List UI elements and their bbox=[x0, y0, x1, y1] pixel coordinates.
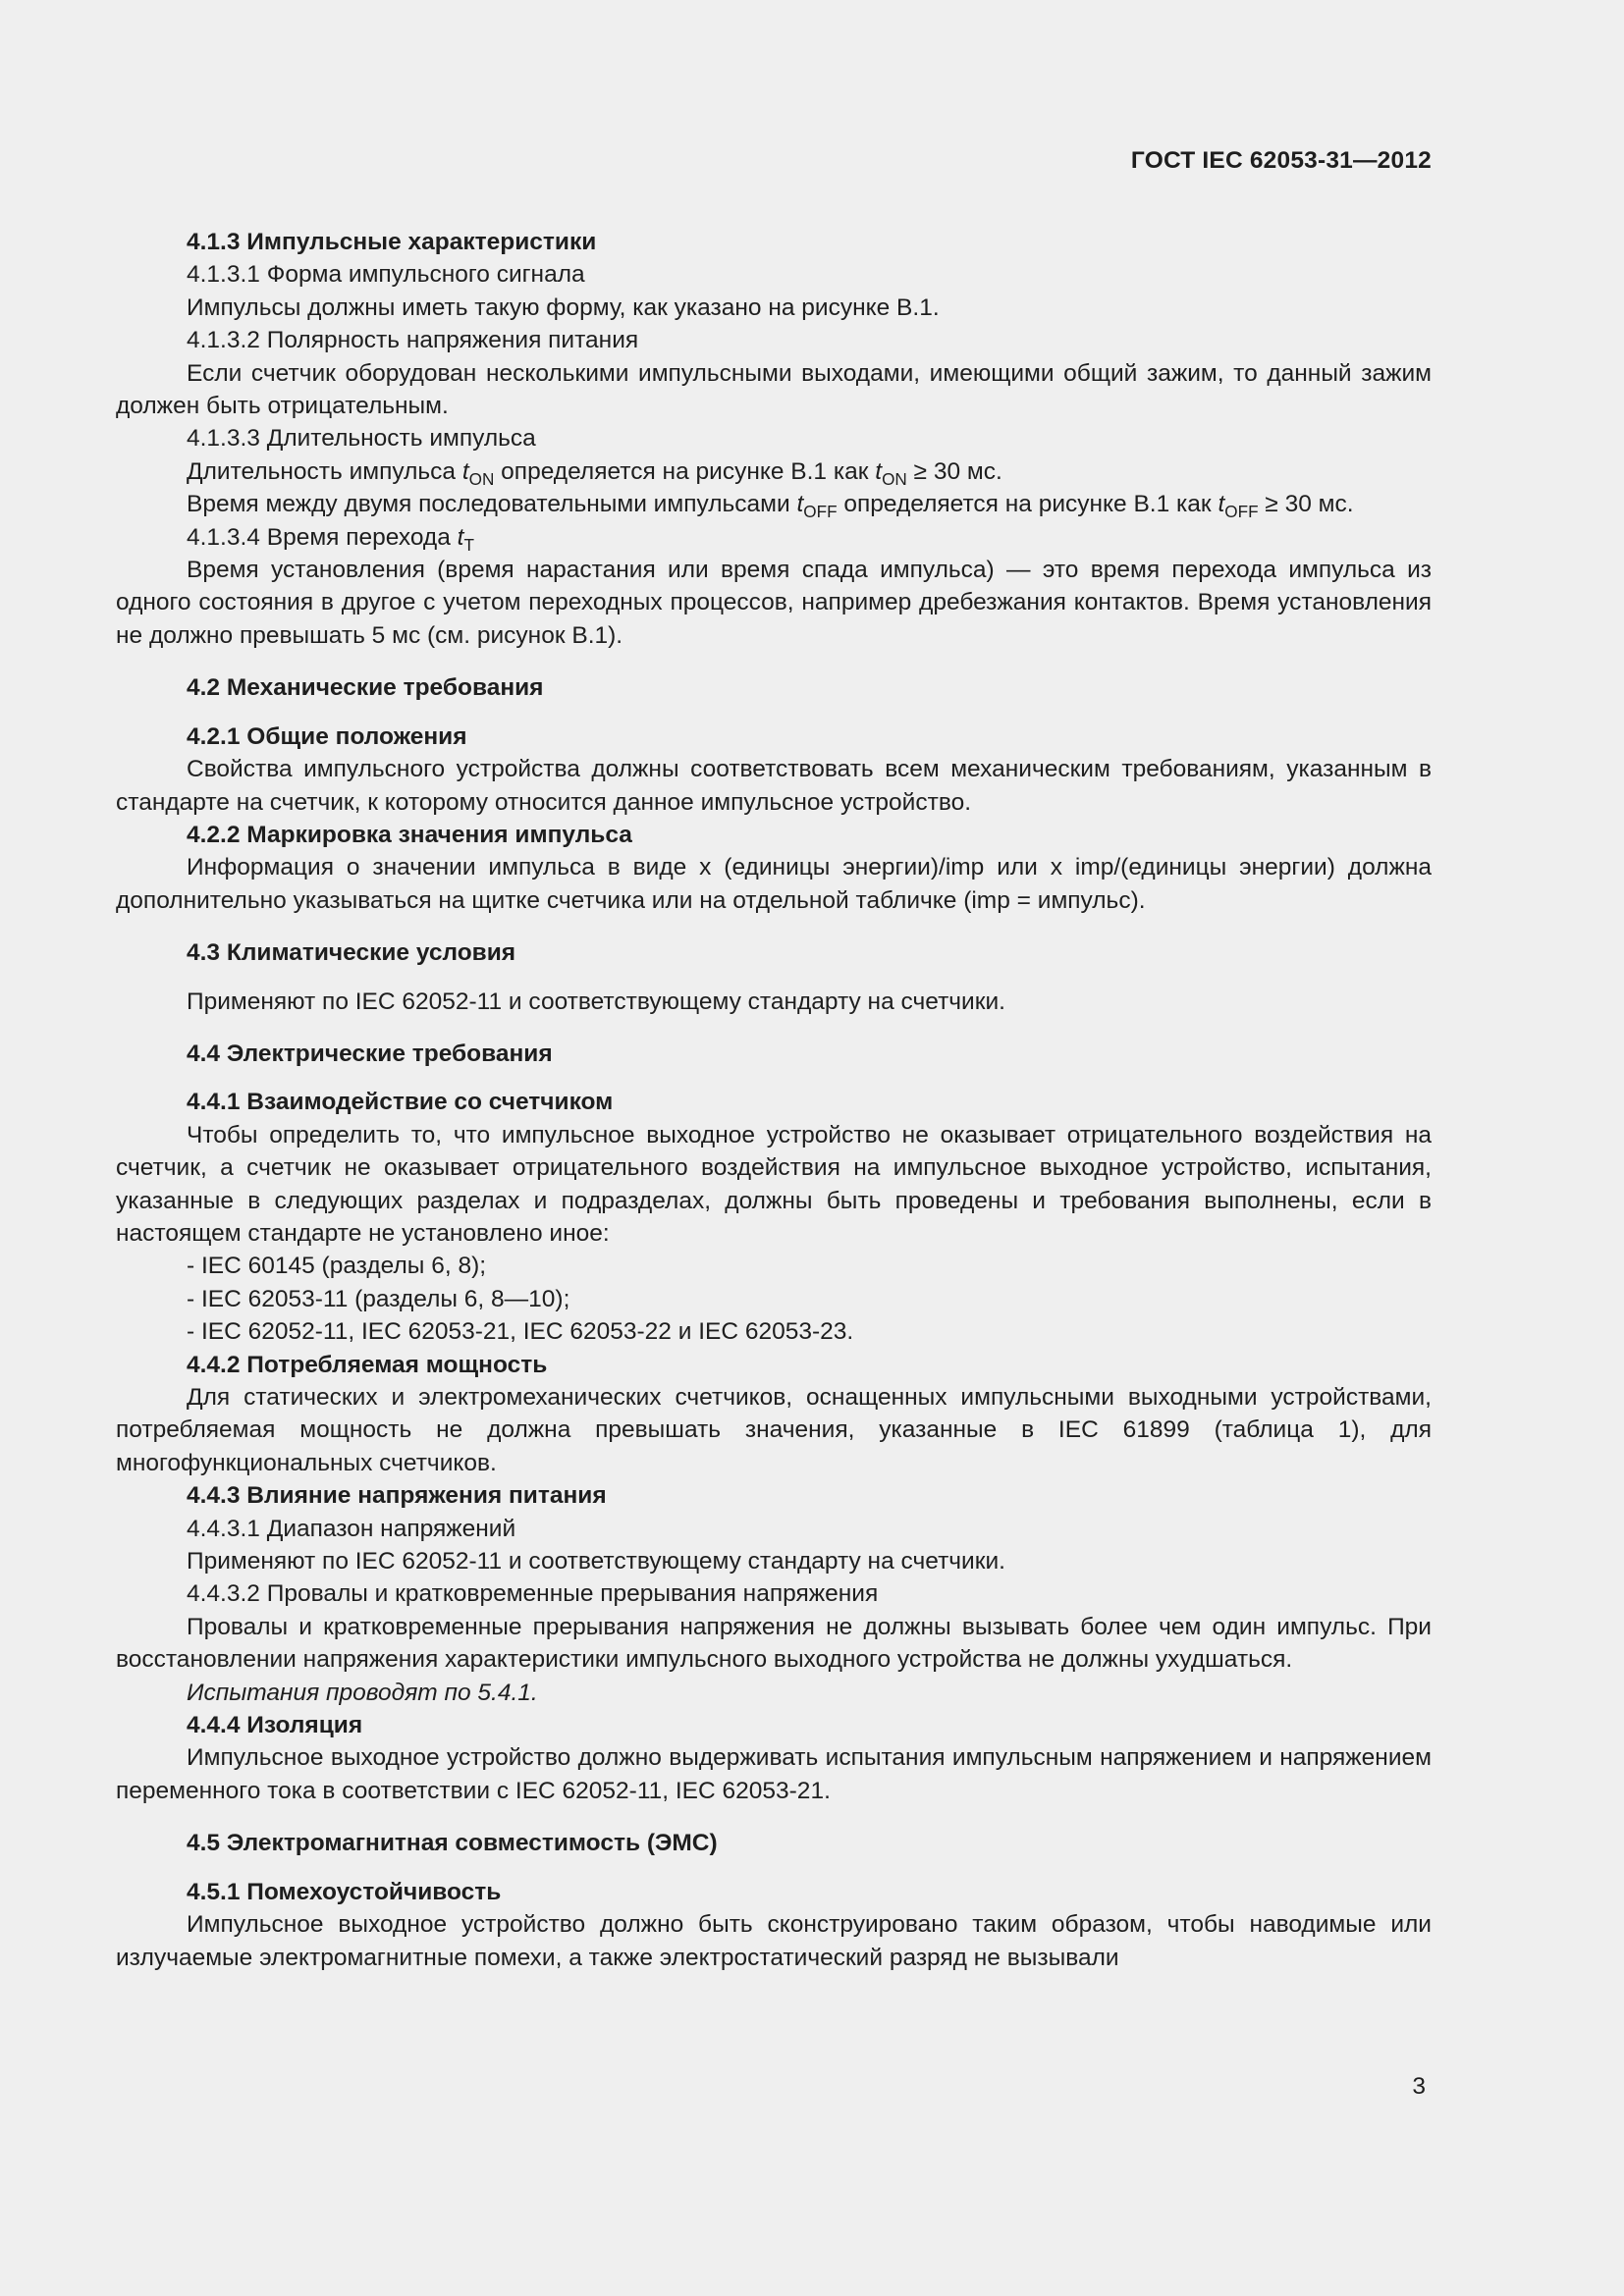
section-4-5-1-text: Импульсное выходное устройство должно быть сконструировано таким образом, чтобы наводимые или излучаемые электромагнитные помехи, а также электростатический разряд не вызывали bbox=[116, 1911, 1432, 1971]
section-4-4-2-title: 4.4.2 Потребляемая мощность bbox=[187, 1351, 548, 1378]
section-4-1-3-1-title: 4.1.3.1 Форма импульсного сигнала bbox=[187, 261, 585, 289]
section-4-3-text: Применяют по IEC 62052-11 и соответствующему стандарту на счетчики. bbox=[187, 988, 1005, 1015]
section-4-4-3-1-title: 4.4.3.1 Диапазон напряжений bbox=[187, 1515, 516, 1542]
section-4-2-1-text: Свойства импульсного устройства должны соответствовать всем механическим требованиям, указанным в стандарте на счетчик, к которому относится данное импульсное устройство. bbox=[116, 756, 1432, 816]
section-4-4-title: 4.4 Электрические требования bbox=[187, 1040, 553, 1067]
section-4-4-4-text: Импульсное выходное устройство должно выдерживать испытания импульсным напряжением и напряжением переменного тока в соответствии с IEC 62052-11, IEC 62053-21. bbox=[116, 1744, 1432, 1804]
list-item: - IEC 62053-11 (разделы 6, 8—10); bbox=[187, 1285, 570, 1312]
section-4-1-3-title: 4.1.3 Импульсные характеристики bbox=[187, 229, 597, 255]
section-4-1-3-1-text: Импульсы должны иметь такую форму, как указано на рисунке В.1. bbox=[187, 294, 940, 321]
document-id-header: ГОСТ IEC 62053-31—2012 bbox=[1130, 147, 1432, 174]
section-4-4-4-title: 4.4.4 Изоляция bbox=[187, 1712, 363, 1739]
section-4-4-3-1-text: Применяют по IEC 62052-11 и соответствующему стандарту на счетчики. bbox=[187, 1548, 1005, 1575]
test-reference-note: Испытания проводят по 5.4.1. bbox=[187, 1679, 538, 1706]
section-4-1-3-4-title: 4.1.3.4 Время перехода $t_T$ bbox=[187, 523, 474, 555]
section-4-4-1-text: Чтобы определить то, что импульсное выходное устройство не оказывает отрицательного воздействия на счетчик, а счетчик не оказывает отрицательного воздействия на импульсное выходное устройство, испытания, указанные в следующих разделах и подразделах, должны быть проведены и требования выполнены, если в настоящем стандарте не установлено иное: bbox=[116, 1121, 1432, 1247]
section-4-4-3-2-title: 4.4.3.2 Провалы и кратковременные прерывания напряжения bbox=[187, 1580, 879, 1608]
section-4-5-title: 4.5 Электромагнитная совместимость (ЭМС) bbox=[187, 1830, 718, 1857]
section-4-1-3-2-title: 4.1.3.2 Полярность напряжения питания bbox=[187, 327, 639, 354]
section-4-4-2-text: Для статических и электромеханических счетчиков, оснащенных импульсными выходными устройствами, потребляемая мощность не должна превышать значения, указанные в IEC 61899 (таблица 1), для многофункциональных счетчиков. bbox=[116, 1384, 1432, 1476]
pulse-duration-text: Длительность импульса $t_{ON}$ определяется на рисунке В.1 как $t_{ON} \ge 30$ мс. bbox=[187, 457, 1002, 489]
section-4-2-title: 4.2 Механические требования bbox=[187, 674, 544, 702]
list-item: - IEC 60145 (разделы 6, 8); bbox=[187, 1253, 487, 1280]
section-4-1-3-4-text: Время установления (время нарастания или время спада импульса) — это время перехода импульса из одного состояния в другое с учетом переходных процессов, например дребезжания контактов. Время установления не должно превышать 5 мс (см. рисунок В.1). bbox=[116, 557, 1432, 649]
page-number: 3 bbox=[1412, 2073, 1426, 2100]
page-content bbox=[116, 226, 1432, 1974]
section-4-2-1-title: 4.2.1 Общие положения bbox=[187, 722, 467, 750]
section-4-1-3-2-text: Если счетчик оборудован несколькими импульсными выходами, имеющими общий зажим, то данный зажим должен быть отрицательным. bbox=[116, 359, 1432, 420]
section-4-4-3-title: 4.4.3 Влияние напряжения питания bbox=[187, 1482, 607, 1510]
section-4-3-title: 4.3 Климатические условия bbox=[187, 939, 516, 967]
section-4-2-2-text: Информация о значении импульса в виде x (единицы энергии)/imp или x imp/(единицы энергии) должна дополнительно указываться на щитке счетчика или на отдельной табличке (imp = импульс). bbox=[116, 854, 1432, 914]
section-4-2-2-title: 4.2.2 Маркировка значения импульса bbox=[187, 821, 632, 848]
pulse-interval-text: Время между двумя последовательными импульсами $t_{OFF}$ определяется на рисунке В.1 как $t_{OFF} \ge 30$ мс. bbox=[187, 491, 1354, 522]
list-item: - IEC 62052-11, IEC 62053-21, IEC 62053-22 и IEC 62053-23. bbox=[187, 1318, 854, 1346]
section-4-4-3-2-text: Провалы и кратковременные прерывания напряжения не должны вызывать более чем один импульс. При восстановлении напряжения характеристики импульсного выходного устройства не должны ухудшаться. bbox=[116, 1613, 1432, 1674]
section-4-1-3-3-title: 4.1.3.3 Длительность импульса bbox=[187, 425, 536, 453]
section-4-4-1-title: 4.4.1 Взаимодействие со счетчиком bbox=[187, 1089, 614, 1116]
section-4-5-1-title: 4.5.1 Помехоустойчивость bbox=[187, 1878, 502, 1905]
